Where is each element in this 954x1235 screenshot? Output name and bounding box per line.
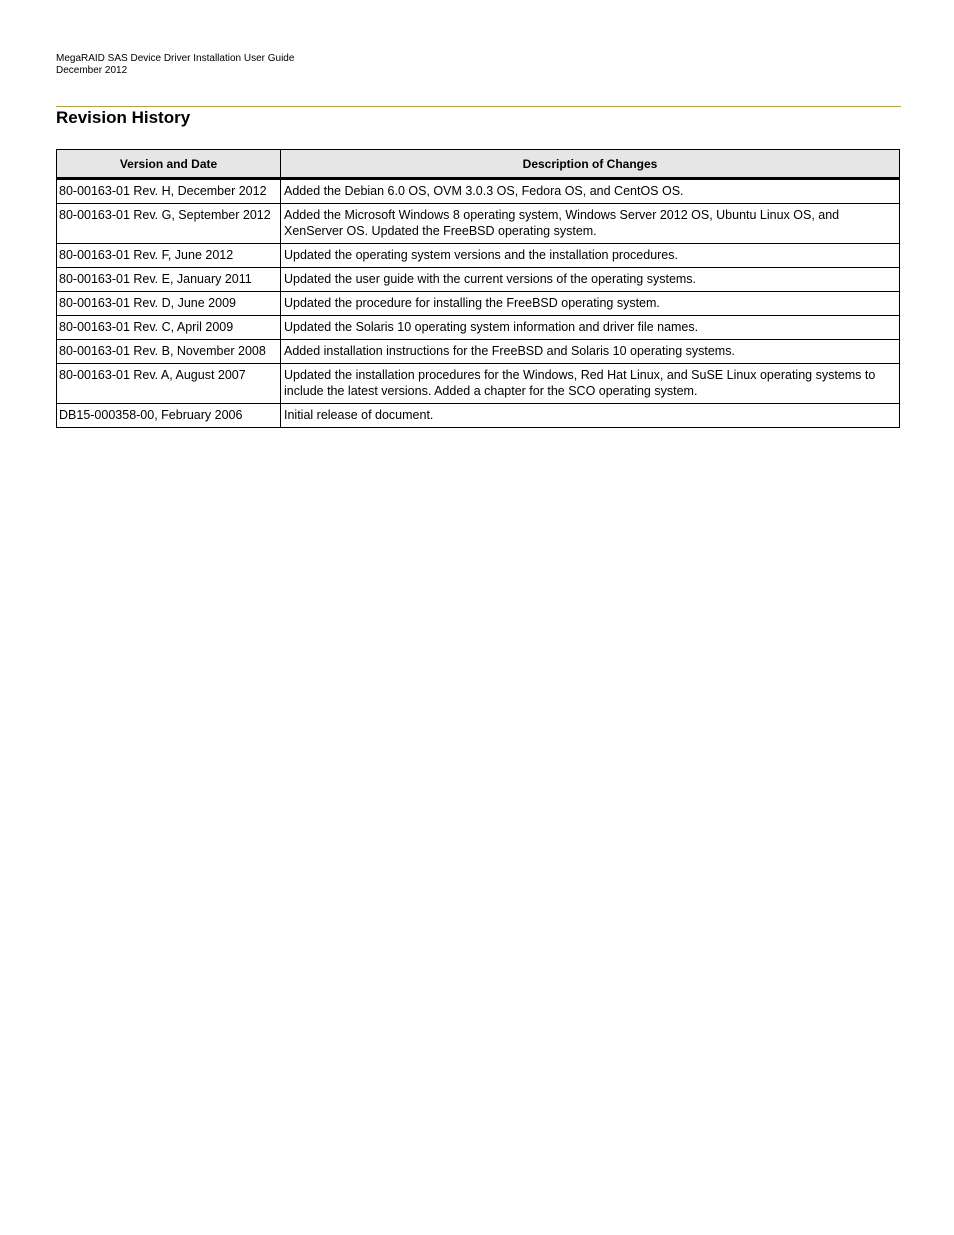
description-cell: Added the Debian 6.0 OS, OVM 3.0.3 OS, Fedora OS, and CentOS OS. — [281, 179, 900, 204]
table-row — [57, 244, 900, 268]
version-cell: 80-00163-01 Rev. D, June 2009 — [57, 292, 281, 316]
running-header — [56, 53, 294, 77]
table-row — [57, 404, 900, 428]
version-cell: 80-00163-01 Rev. A, August 2007 — [57, 364, 281, 404]
version-cell: DB15-000358-00, February 2006 — [57, 404, 281, 428]
table-row — [57, 340, 900, 364]
description-cell: Added installation instructions for the FreeBSD and Solaris 10 operating systems. — [281, 340, 900, 364]
column-header-version: Version and Date — [57, 150, 281, 179]
version-cell: 80-00163-01 Rev. H, December 2012 — [57, 179, 281, 204]
version-cell: 80-00163-01 Rev. G, September 2012 — [57, 204, 281, 244]
column-header-description: Description of Changes — [281, 150, 900, 179]
version-cell: 80-00163-01 Rev. C, April 2009 — [57, 316, 281, 340]
description-cell: Updated the installation procedures for the Windows, Red Hat Linux, and SuSE Linux operating systems to include the latest versions. Added a chapter for the SCO operating system. — [281, 364, 900, 404]
revision-history-table — [56, 149, 900, 428]
table-row — [57, 292, 900, 316]
description-cell: Updated the procedure for installing the FreeBSD operating system. — [281, 292, 900, 316]
document-title: MegaRAID SAS Device Driver Installation User Guide — [56, 53, 295, 64]
version-cell: 80-00163-01 Rev. F, June 2012 — [57, 244, 281, 268]
description-cell: Updated the operating system versions and the installation procedures. — [281, 244, 900, 268]
description-cell: Added the Microsoft Windows 8 operating system, Windows Server 2012 OS, Ubuntu Linux OS, and XenServer OS. Updated the FreeBSD operating system. — [281, 204, 900, 244]
table-row — [57, 268, 900, 292]
description-cell: Updated the user guide with the current versions of the operating systems. — [281, 268, 900, 292]
description-cell: Updated the Solaris 10 operating system information and driver file names. — [281, 316, 900, 340]
version-cell: 80-00163-01 Rev. E, January 2011 — [57, 268, 281, 292]
table-header-row — [57, 150, 900, 179]
table-row — [57, 179, 900, 204]
document-date: December 2012 — [56, 65, 128, 76]
description-cell: Initial release of document. — [281, 404, 900, 428]
table-row — [57, 204, 900, 244]
table-row — [57, 364, 900, 404]
section-title: Revision History — [56, 108, 191, 127]
table-row — [57, 316, 900, 340]
version-cell: 80-00163-01 Rev. B, November 2008 — [57, 340, 281, 364]
